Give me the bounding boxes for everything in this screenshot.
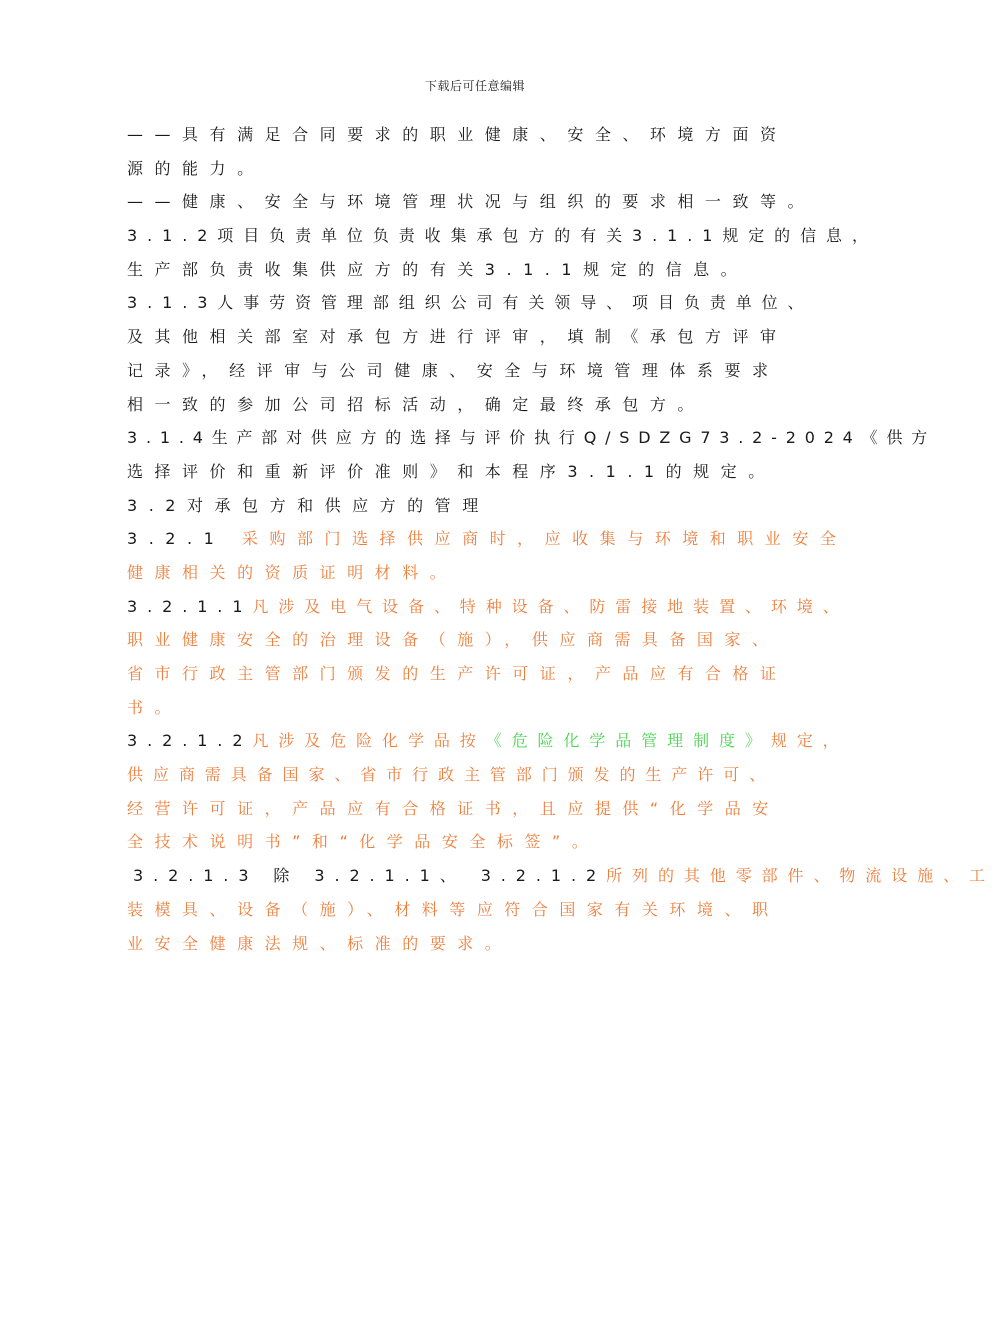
line-text: 相一致的参加公司招标活动，确定最终承包方。 <box>127 394 705 414</box>
line-text: 3.2对承包方和供应方的管理 <box>127 495 490 515</box>
text-line <box>127 219 878 253</box>
line-text: 3.1.4生产部对供应方的选择与评价执行Q/SDZG73.2-2024《供方 <box>127 428 937 448</box>
highlighted-text: 采购部门选择供应商时，应收集与环境和职业安全 <box>241 529 848 549</box>
text-line <box>127 354 867 388</box>
text-line <box>127 893 867 927</box>
line-text: 源的能力。 <box>127 158 265 178</box>
text-line <box>127 691 867 725</box>
highlighted-text: 健康相关的资质证明材料。 <box>127 562 458 582</box>
highlighted-text: 经营许可证，产品应有合格证书，且应提供“化学品安 <box>127 798 780 818</box>
text-line <box>127 421 937 455</box>
text-line <box>127 758 867 792</box>
text-line <box>127 724 867 758</box>
highlighted-text: 职业健康安全的治理设备（施），供应商需具备国家、 <box>127 630 780 650</box>
highlighted-text: 规定， <box>770 731 849 751</box>
text-line <box>127 623 867 657</box>
text-line <box>127 859 995 893</box>
text-line <box>127 118 867 152</box>
highlighted-text: 凡涉及电气设备、特种设备、防雷接地装置、环境、 <box>252 596 849 616</box>
line-text: 3.2.1.3 除 3.2.1.1、 3.2.1.2 <box>133 866 607 886</box>
text-line <box>127 489 867 523</box>
text-line <box>127 825 867 859</box>
highlighted-text: 全技术说明书”和“化学品安全标签”。 <box>127 832 600 852</box>
text-line <box>127 320 867 354</box>
line-text: 选择评价和重新评价准则》和本程序3.1.1的规定。 <box>127 461 776 481</box>
highlighted-text: 装模具、设备（施）、材料等应符合国家有关环境、职 <box>127 899 780 919</box>
highlighted-text: 所列的其他零部件、物流设施、工 <box>606 866 995 886</box>
text-line <box>127 152 867 186</box>
line-text: 3.1.2项目负责单位负责收集承包方的有关3.1.1规定的信息， <box>127 226 878 246</box>
line-text: 生产部负责收集供应方的有关3.1.1规定的信息。 <box>127 259 749 279</box>
highlighted-text: 书。 <box>127 697 183 717</box>
page-header-note: 下载后可任意编辑 <box>424 79 525 93</box>
document-body <box>127 118 995 960</box>
document-reference: 《危险化学品管理制度》 <box>485 731 771 751</box>
line-text: 3.2.1 <box>127 529 242 549</box>
text-line <box>127 286 867 320</box>
line-text: 及其他相关部室对承包方进行评审，填制《承包方评审 <box>127 327 788 347</box>
line-text: 3.1.3人事劳资管理部组织公司有关领导、项目负责单位、 <box>127 293 814 313</box>
text-line <box>127 792 867 826</box>
highlighted-text: 业安全健康法规、标准的要求。 <box>127 933 513 953</box>
line-text: 记录》，经评审与公司健康、安全与环境管理体系要求 <box>127 360 780 380</box>
text-line <box>127 657 867 691</box>
line-text: ——具有满足合同要求的职业健康、安全、环境方面资 <box>127 125 788 144</box>
line-text: 3.2.1.2 <box>127 731 253 751</box>
highlighted-text: 凡涉及危险化学品按 <box>252 731 486 751</box>
text-line <box>127 590 867 624</box>
text-line <box>127 927 867 961</box>
line-text: 3.2.1.1 <box>127 596 253 616</box>
text-line <box>127 388 867 422</box>
text-line <box>127 455 867 489</box>
text-line <box>127 185 867 219</box>
text-line <box>127 556 867 590</box>
text-line <box>127 522 867 556</box>
highlighted-text: 供应商需具备国家、省市行政主管部门颁发的生产许可、 <box>127 765 776 785</box>
text-line <box>127 253 867 287</box>
line-text: ——健康、安全与环境管理状况与组织的要求相一致等。 <box>127 192 816 212</box>
highlighted-text: 省市行政主管部门颁发的生产许可证，产品应有合格证 <box>127 664 788 683</box>
